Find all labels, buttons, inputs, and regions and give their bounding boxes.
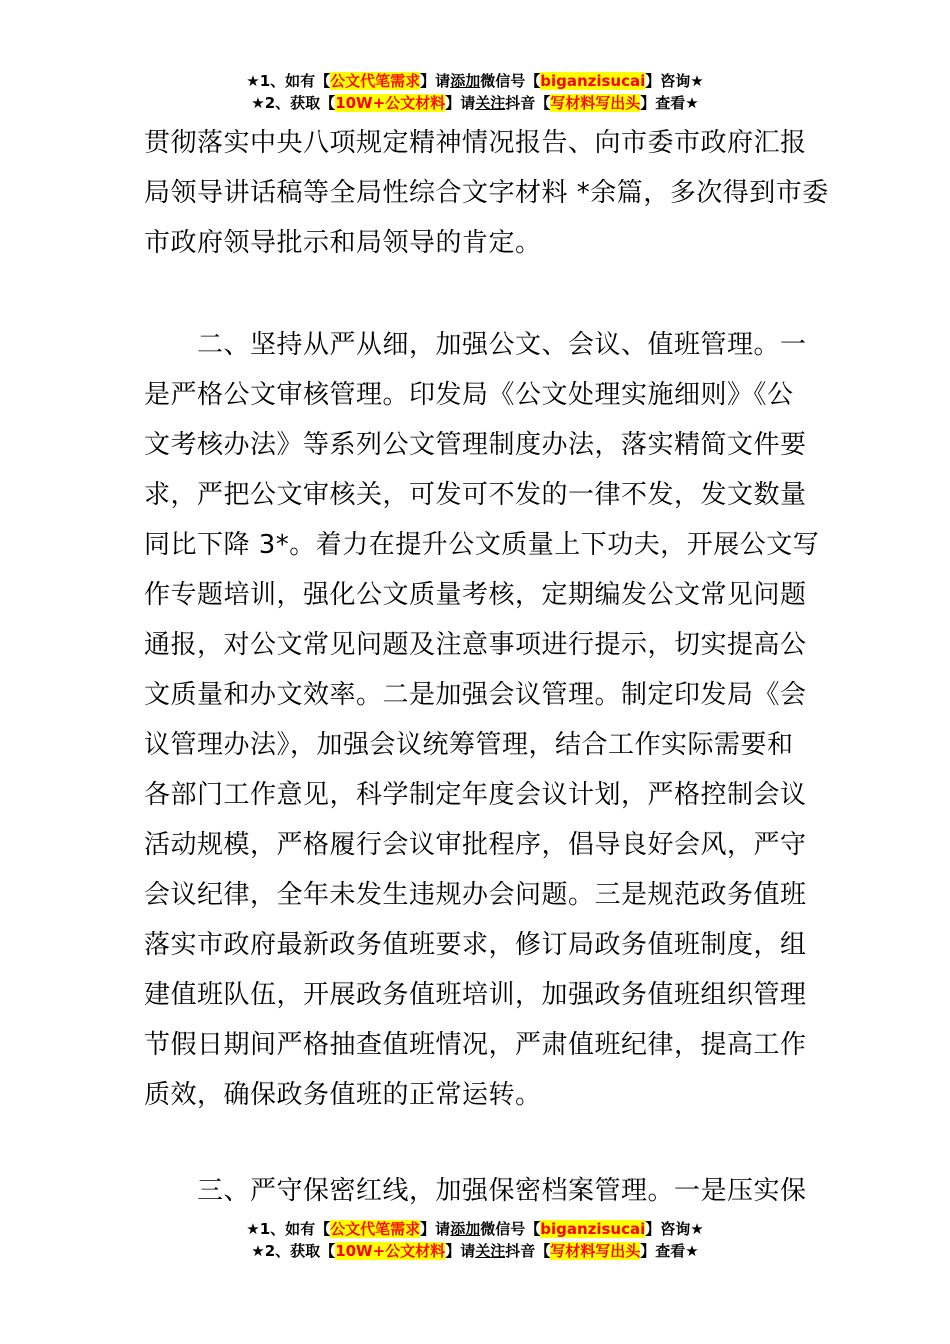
banner-text: 微信号【 (480, 72, 541, 90)
text-line: 作专题培训，强化公文质量考核，定期编发公文常见问题 (144, 580, 807, 610)
header-banner (0, 70, 950, 114)
text-line: 是严格公文审核管理。印发局《公文处理实施细则》《公 (144, 380, 794, 410)
banner-text: ★2、获取【 (251, 1242, 336, 1260)
text-line: 落实市政府最新政务值班要求，修订局政务值班制度，组 (144, 930, 807, 960)
text-line: 议管理办法》，加强会议统筹管理，结合工作实际需要和 (144, 730, 794, 760)
text-line: 通报，对公文常见问题及注意事项进行提示，切实提高公 (144, 630, 807, 660)
banner-text: ★2、获取【 (251, 94, 336, 112)
text-line: 各部门工作意见，科学制定年度会议计划，严格控制会议 (144, 780, 807, 810)
banner-text: 】请 (445, 94, 476, 112)
banner-text: 微信号【 (480, 1220, 541, 1238)
banner-highlight: 写材料写出头 (550, 1242, 641, 1260)
text-line: 求，严把公文审核关，可发可不发的一律不发，发文数量 (144, 480, 807, 510)
text-line: 三、严守保密红线，加强保密档案管理。一是压实保 (144, 1176, 807, 1206)
banner-highlight: 公文代笔需求 (330, 72, 421, 90)
banner-text: 】查看★ (640, 1242, 699, 1260)
paragraph-1 (144, 118, 829, 268)
banner-text: 】请 (420, 72, 451, 90)
banner-line-1 (0, 1218, 950, 1240)
banner-line-2 (0, 92, 950, 114)
banner-text: ★1、如有【 (246, 72, 331, 90)
banner-highlight: biganzisucai (540, 1220, 646, 1238)
banner-text: 抖音【 (505, 94, 551, 112)
banner-line-2 (0, 1240, 950, 1262)
banner-text: 】请 (445, 1242, 476, 1260)
paragraph-2 (144, 320, 820, 1120)
banner-highlight: 10W+公文材料 (335, 1242, 446, 1260)
banner-text: 】咨询★ (645, 1220, 704, 1238)
banner-text: 】查看★ (640, 94, 699, 112)
footer-banner (0, 1218, 950, 1262)
text-line: 会议纪律，全年未发生违规办会问题。三是规范政务值班 (144, 880, 807, 910)
banner-text: 】咨询★ (645, 72, 704, 90)
banner-text: 抖音【 (505, 1242, 551, 1260)
text-line: 局领导讲话稿等全局性综合文字材料 *余篇，多次得到市委 (144, 178, 829, 208)
banner-emphasis: 添加 (450, 1220, 481, 1238)
text-line: 二、坚持从严从细，加强公文、会议、值班管理。一 (144, 330, 807, 360)
text-line: 文质量和办文效率。二是加强会议管理。制定印发局《会 (144, 680, 807, 710)
banner-text: ★1、如有【 (246, 1220, 331, 1238)
banner-emphasis: 添加 (450, 72, 481, 90)
banner-highlight: 公文代笔需求 (330, 1220, 421, 1238)
text-line: 贯彻落实中央八项规定精神情况报告、向市委市政府汇报 (144, 128, 807, 158)
banner-emphasis: 关注 (475, 94, 506, 112)
banner-highlight: biganzisucai (540, 72, 646, 90)
text-line: 文考核办法》等系列公文管理制度办法，落实精简文件要 (144, 430, 807, 460)
text-line: 市政府领导批示和局领导的肯定。 (144, 228, 542, 258)
banner-text: 】请 (420, 1220, 451, 1238)
text-line: 同比下降 3*。着力在提升公文质量上下功夫，开展公文写 (144, 530, 820, 560)
text-line: 节假日期间严格抽查值班情况，严肃值班纪律，提高工作 (144, 1030, 807, 1060)
banner-emphasis: 关注 (475, 1242, 506, 1260)
banner-highlight: 10W+公文材料 (335, 94, 446, 112)
text-line: 质效，确保政务值班的正常运转。 (144, 1080, 542, 1110)
text-line: 活动规模，严格履行会议审批程序，倡导良好会风，严守 (144, 830, 807, 860)
paragraph-3 (144, 1166, 809, 1216)
text-line: 建值班队伍，开展政务值班培训，加强政务值班组织管理 (144, 980, 807, 1010)
banner-line-1 (0, 70, 950, 92)
banner-highlight: 写材料写出头 (550, 94, 641, 112)
